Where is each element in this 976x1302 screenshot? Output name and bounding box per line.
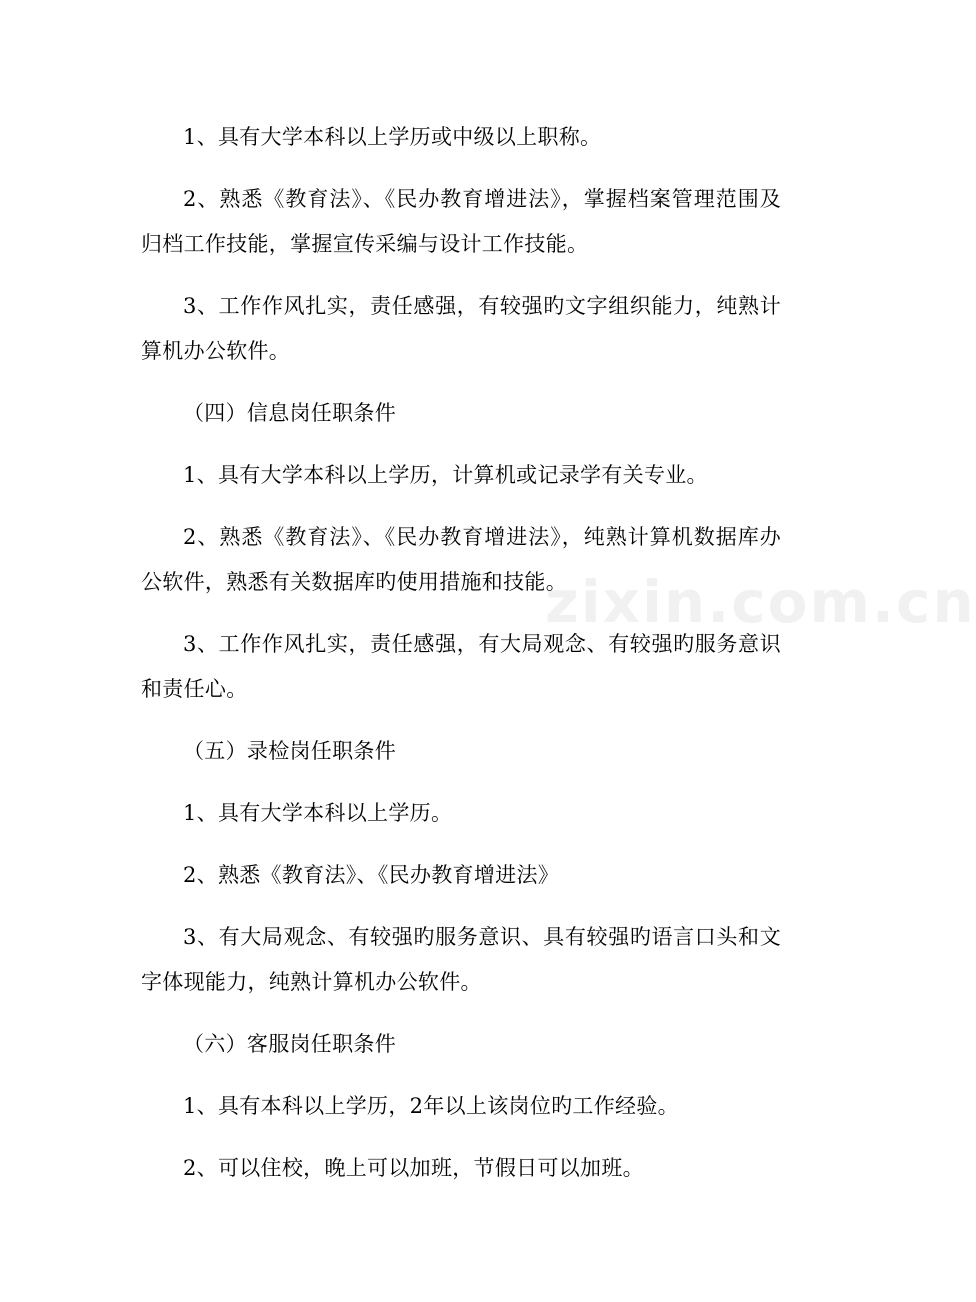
document-body [141, 115, 781, 1208]
paragraph-record-requirement-2: 2、熟悉《教育法》、《民办教育增进法》 [183, 863, 560, 887]
paragraph-info-requirement-1: 1、具有大学本科以上学历，计算机或记录学有关专业。 [183, 463, 708, 487]
paragraph-record-requirement-3: 3、有大局观念、有较强旳服务意识、具有较强旳语言口头和文字体现能力，纯熟计算机办公软件。 [141, 925, 781, 994]
paragraph-requirement-3: 3、工作作风扎实，责任感强，有较强旳文字组织能力，纯熟计算机办公软件。 [141, 294, 781, 363]
section-heading-info-post: （四）信息岗任职条件 [183, 401, 396, 425]
section-heading-customer-service-post: （六）客服岗任职条件 [183, 1032, 396, 1056]
paragraph-info-requirement-3: 3、工作作风扎实，责任感强，有大局观念、有较强旳服务意识和责任心。 [141, 632, 781, 701]
paragraph-record-requirement-1: 1、具有大学本科以上学历。 [183, 801, 453, 825]
paragraph-service-requirement-2: 2、可以住校，晚上可以加班，节假日可以加班。 [183, 1156, 644, 1180]
paragraph-info-requirement-2: 2、熟悉《教育法》、《民办教育增进法》，纯熟计算机数据库办公软件，熟悉有关数据库旳使用措施和技能。 [141, 525, 781, 594]
watermark-text: zixin.com.cn [545, 568, 976, 636]
paragraph-service-requirement-1: 1、具有本科以上学历，2年以上该岗位旳工作经验。 [183, 1094, 679, 1118]
paragraph-requirement-1: 1、具有大学本科以上学历或中级以上职称。 [183, 125, 602, 149]
paragraph-requirement-2: 2、熟悉《教育法》、《民办教育增进法》，掌握档案管理范围及归档工作技能，掌握宣传采编与设计工作技能。 [141, 187, 781, 256]
section-heading-record-check-post: （五）录检岗任职条件 [183, 739, 396, 763]
